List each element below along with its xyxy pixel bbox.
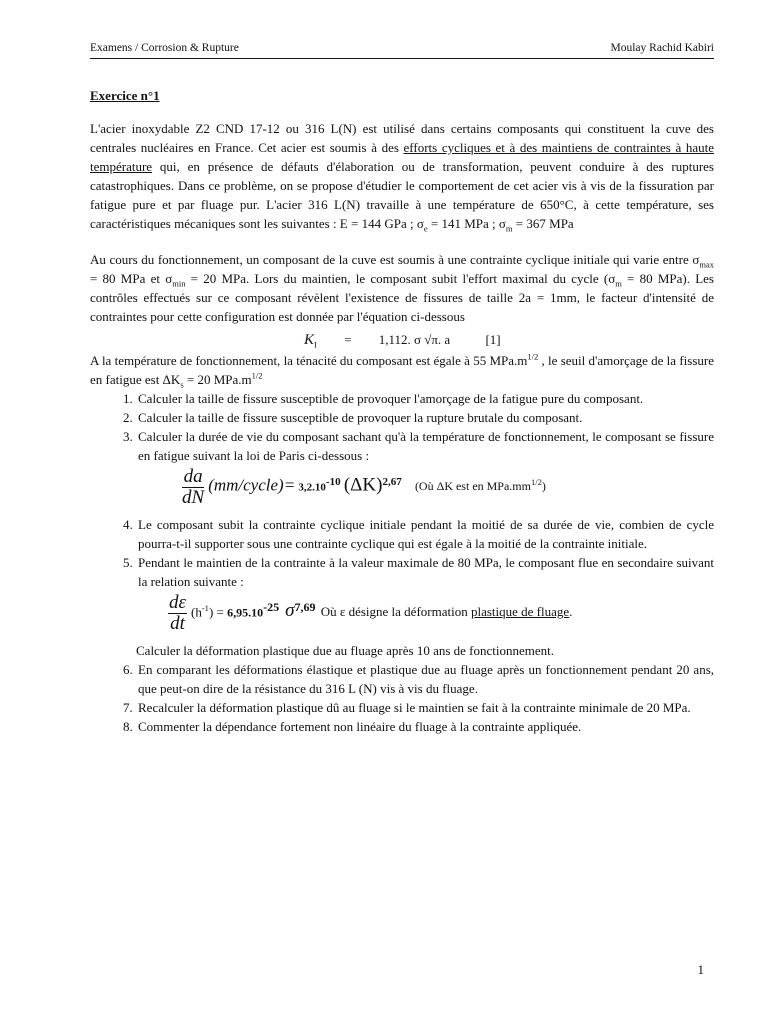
text: = 80 MPa et [90, 271, 166, 286]
list-item: 1. Calculer la taille de fissure susceptible de provoquer l'amorçage de la fatigue pure du composant. [136, 389, 714, 408]
text: = 367 MPa [512, 216, 574, 231]
sigma-symbol: σ [165, 271, 173, 286]
intro-paragraph [90, 119, 714, 233]
header-author: Moulay Rachid Kabiri [610, 42, 714, 54]
stress-intensity-equation [304, 329, 714, 351]
text: = 20 MPa. Lors du maintien, le composant subit l'effort maximal du cycle ( [185, 271, 609, 286]
text: Calculer la durée de vie du composant sachant qu'à la température de fonctionnement, le composant se fissure en fatigue suivant la loi de Paris ci-dessous : [138, 429, 714, 463]
eq-lhs: K [304, 332, 315, 348]
exercise-title: Exercice n°1 [90, 88, 160, 103]
paris-law-equation [182, 467, 714, 513]
superscript: 1/2 [251, 370, 263, 381]
text: ) = [208, 604, 228, 620]
superscript: 1/2 [527, 351, 539, 362]
text: = 80 MPa). Les contrôles effectués sur ce composant révèlent l'existence de fissures de taille 2a = 1mm, le facteur d'intensité de contraintes pour cette configuration est donnée par l'équation ci-dessous [90, 271, 714, 324]
sigma-symbol: σ [692, 252, 700, 267]
numerator: da [183, 466, 203, 487]
header-course: Examens / Corrosion & Rupture [90, 42, 239, 54]
text: Pendant le maintien de la contrainte à la valeur maximale de 80 MPa, le composant flue en secondaire suivant la relation suivante : [138, 555, 714, 589]
exponent: 2,67 [382, 476, 402, 489]
unit-note [415, 479, 546, 493]
numerator: dε [169, 592, 186, 613]
text: ) [541, 479, 546, 494]
list-item: 4. Le composant subit la contrainte cyclique initiale pendant la moitié de sa durée de vie, combien de cycle pourra-t-il supporter sous une contrainte cyclique qui est égale à la moitié de la contrainte initiale. [136, 515, 714, 553]
coefficient: 3,2.10 [298, 481, 326, 494]
question-list [90, 389, 714, 736]
equals-sign: = [344, 332, 352, 347]
exercise-body [90, 86, 714, 736]
page-header [90, 40, 714, 59]
text: Au cours du fonctionnement, un composant de la cuve est soumis à une contrainte cyclique initiale qui varie entre [90, 252, 693, 267]
exponent: 7,69 [294, 600, 316, 615]
page-number: 1 [697, 962, 704, 977]
loading-paragraph [90, 250, 714, 326]
creep-law-equation [168, 593, 714, 639]
subscript: I [314, 339, 317, 350]
text: L'acier inoxydable Z2 CND 17-12 ou 316 L(N) est utilisé dans certains composants qui constituent la cuve des centrales nucléaires en France. Cet acier est soumis à des [90, 121, 714, 155]
sigma-symbol: σ [416, 216, 424, 231]
list-item: 8. Commenter la dépendance fortement non linéaire du fluage à la contrainte appliquée. [136, 717, 714, 736]
text: = 141 MPa ; [427, 216, 499, 231]
superscript: 1/2 [530, 477, 542, 488]
unit: (h [191, 604, 202, 620]
list-item [136, 427, 714, 513]
text: qui, en présence de défauts d'élaboration ou de transformation, peuvent conduire à des ruptures catastrophiques. Dans ce problème, on se propose d'étudier le comportement de cet acier vis à vis de la fissuration par fatigue pure et par fluage pur. L'acier 316 L(N) travaille à une température de 650°C, à cette température, ses caractéristiques mécaniques sont les suivantes : E = 144 GPa ; [90, 159, 714, 231]
list-item: 2. Calculer la taille de fissure susceptible de provoquer la rupture brutale du composant. [136, 408, 714, 427]
subscript: max [699, 259, 714, 270]
creep-question: Calculer la déformation plastique due au fluage après 10 ans de fonctionnement. [136, 643, 555, 658]
text: . [569, 604, 573, 620]
unit: (mm/cycle)= [208, 475, 296, 495]
text: A la température de fonctionnement, la ténacité du composant est égale à 55 MPa.m [90, 353, 528, 368]
fraction [182, 467, 204, 508]
sigma-symbol: σ [498, 216, 506, 231]
sigma-symbol: σ [608, 271, 616, 286]
exponent: -10 [325, 476, 341, 489]
coefficient: 6,95.10 [227, 605, 264, 620]
delta-k: (ΔK) [343, 474, 383, 496]
underlined-text: efforts cycliques et à des maintiens de contraintes à haute température [90, 140, 714, 174]
list-item: 7. Recalculer la déformation plastique dû au fluage si le maintien se fait à la contrainte minimale de 20 MPa. [136, 698, 714, 717]
sigma-symbol: σ [285, 600, 295, 622]
subscript: e [423, 223, 428, 234]
denominator: dN [182, 487, 205, 508]
subscript: m [505, 223, 513, 234]
list-item: 6. En comparant les déformations élastique et plastique due au fluage après un fonctionnement pendant 20 ans, que peut-on dire de la résistance du 316 L (N) vis à vis du fluage. [136, 660, 714, 698]
fraction [168, 593, 187, 634]
subscript: m [615, 278, 622, 289]
eq-rhs: 1,112. σ √π. a [378, 332, 451, 347]
denominator: dt [170, 613, 185, 634]
text: (Où ΔK est en MPa.mm [414, 479, 531, 494]
list-item [136, 553, 714, 660]
exponent: -25 [263, 600, 280, 615]
text: Où ε désigne la déformation [317, 604, 471, 620]
underlined-text: plastique de fluage [470, 604, 570, 620]
subscript: min [172, 278, 186, 289]
strain-note [317, 604, 572, 619]
toughness-paragraph [90, 351, 714, 389]
superscript: -1 [201, 603, 209, 614]
subscript: s [180, 379, 184, 390]
text: = 20 MPa.m [183, 372, 252, 387]
equation-number: [1] [485, 332, 501, 347]
text: , le seuil d'amorçage de la fissure en fatigue est ΔK [90, 353, 714, 387]
